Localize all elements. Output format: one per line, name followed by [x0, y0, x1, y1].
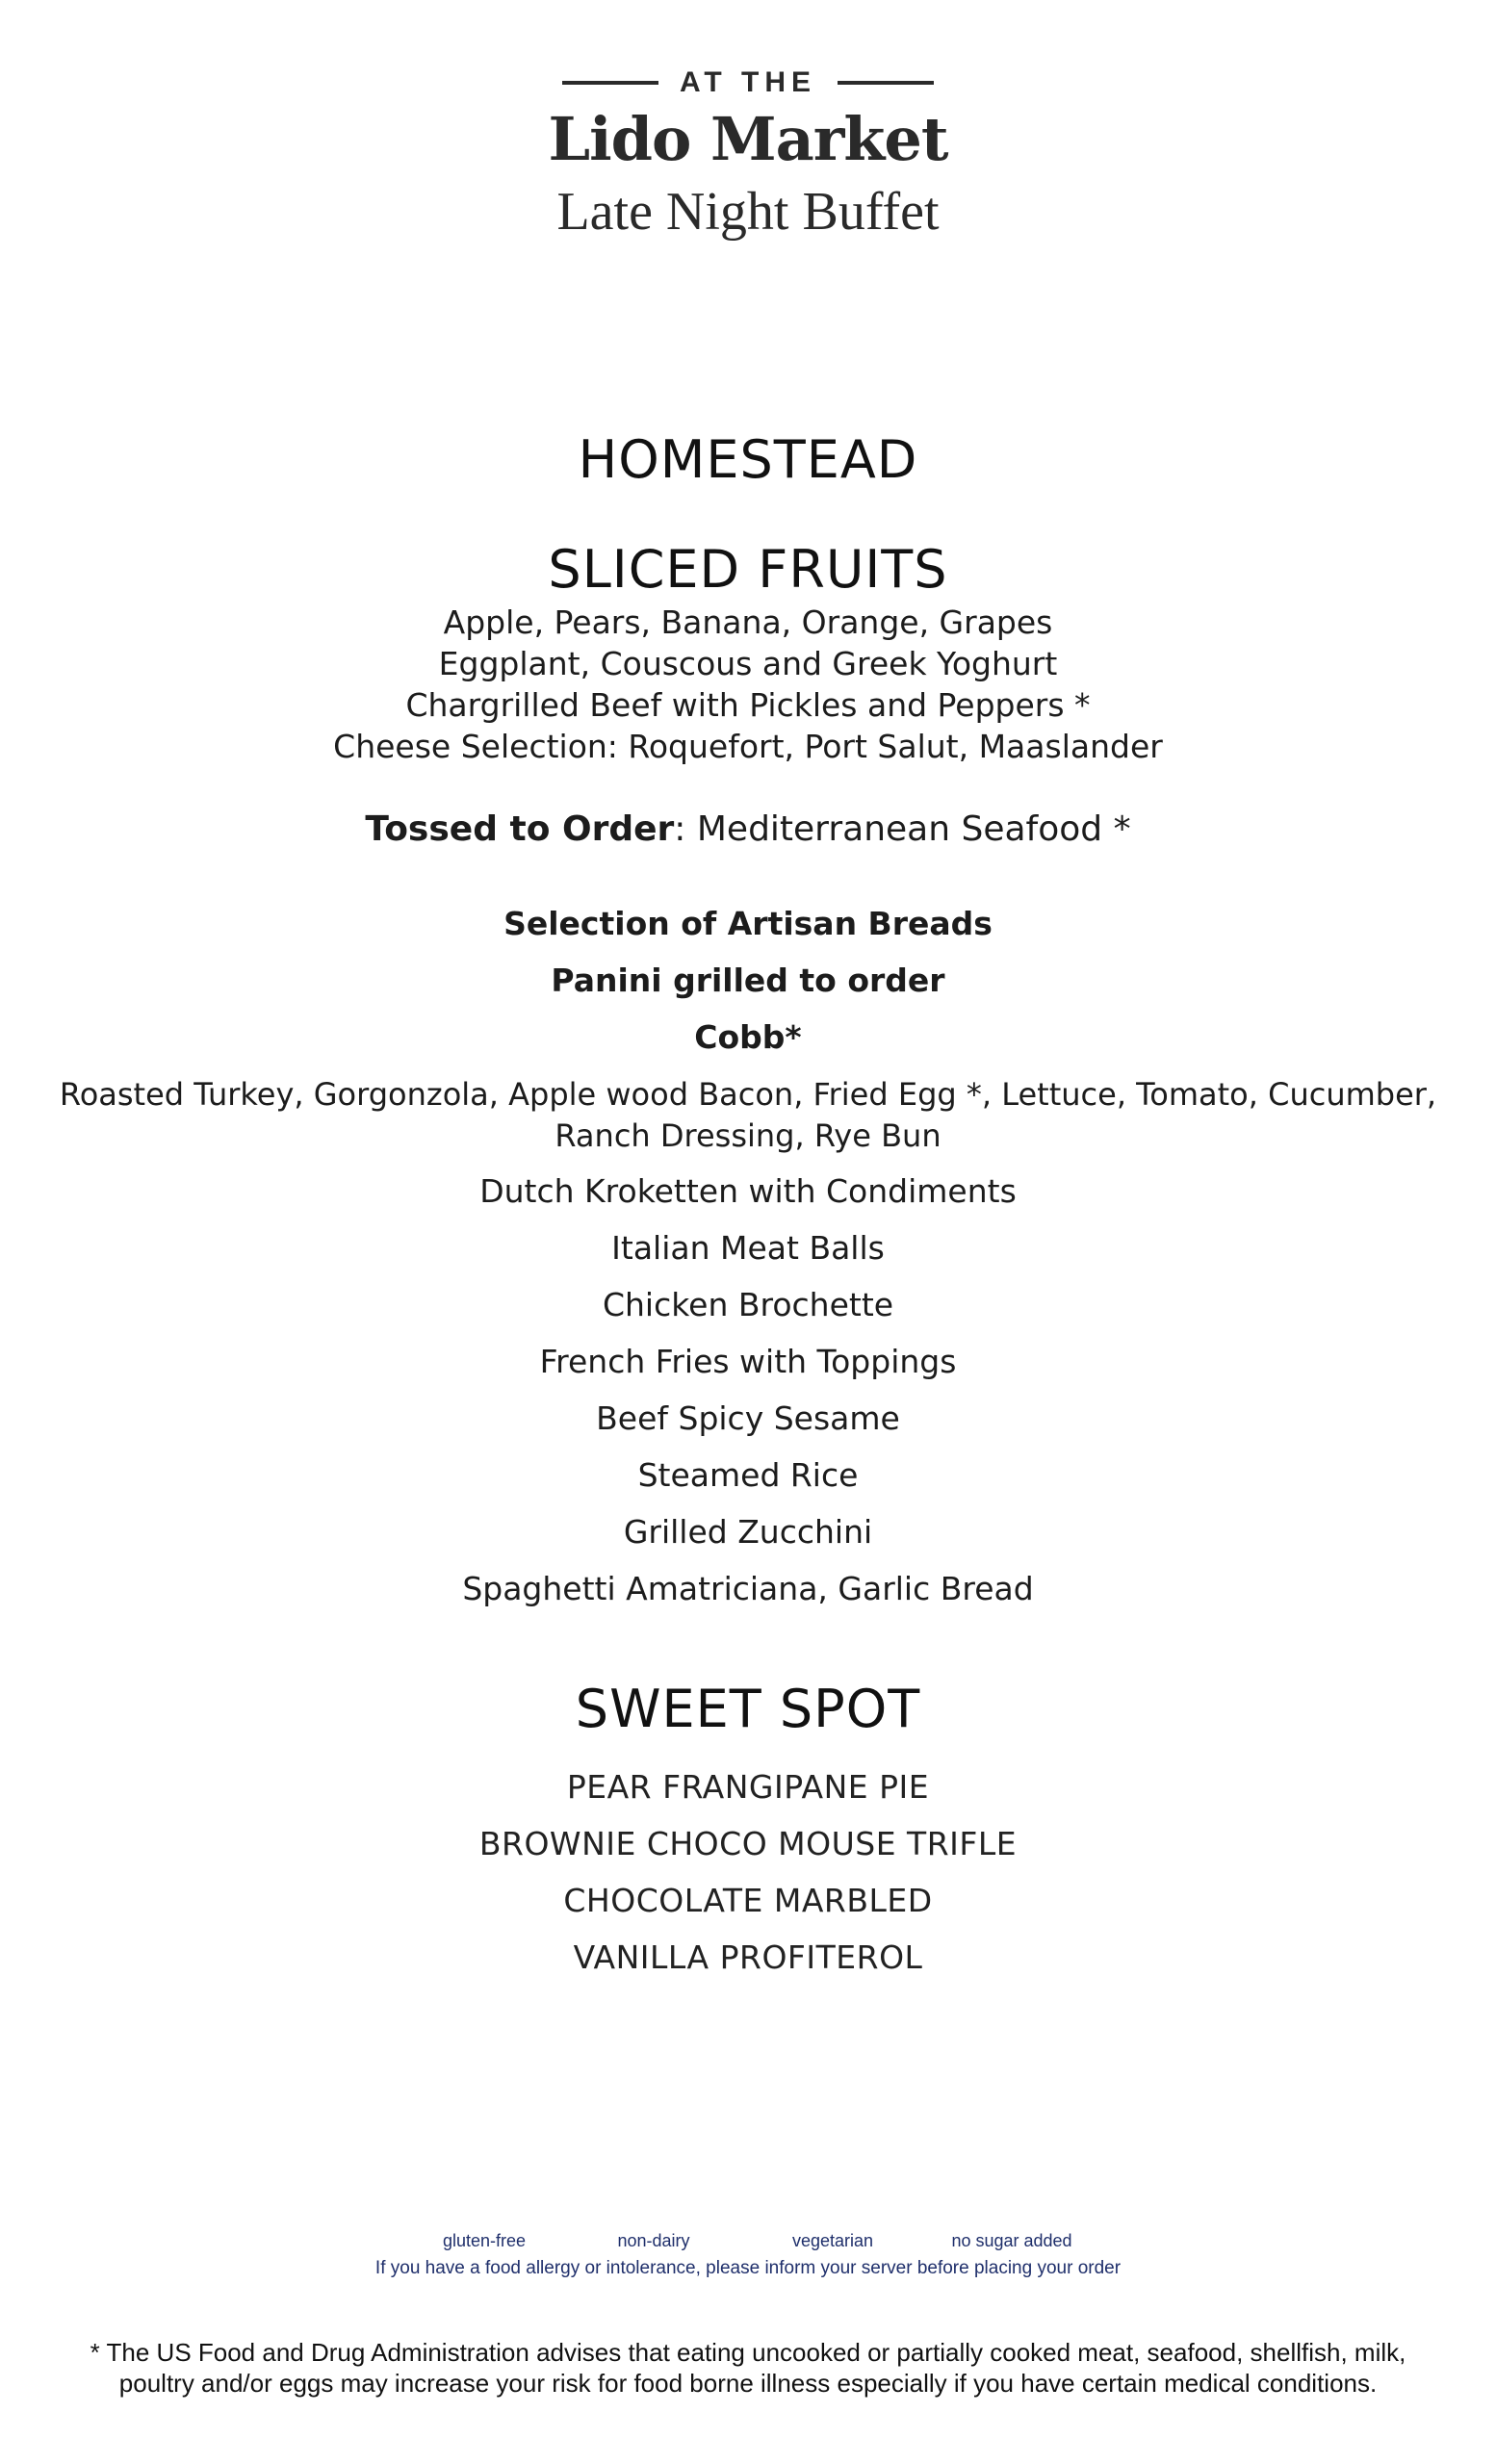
menu-item: Steamed Rice: [637, 1456, 859, 1494]
eyebrow-rule-left: [562, 81, 658, 85]
menu-item: Dutch Kroketten with Condiments: [479, 1172, 1017, 1210]
header-eyebrow: [0, 64, 1496, 102]
menu-subtitle: Late Night Buffet: [556, 182, 940, 242]
menu-item: Chargrilled Beef with Pickles and Peppers *: [405, 686, 1091, 724]
menu-item: Beef Spicy Sesame: [596, 1399, 900, 1437]
allergy-note: If you have a food allergy or intolerance, please inform your server before placing your order: [374, 2258, 1122, 2278]
dessert-item: VANILLA PROFITEROL: [573, 1938, 923, 1976]
brand-title: Lido Market: [548, 104, 948, 174]
menu-item-panini: Panini grilled to order: [551, 962, 945, 999]
disclaimer-line-2: poultry and/or eggs may increase your risk for food borne illness especially if you have certain medical conditions.: [118, 2369, 1378, 2398]
dessert-item: BROWNIE CHOCO MOUSE TRIFLE: [478, 1825, 1018, 1862]
disclaimer-line-1: * The US Food and Drug Administration advises that eating uncooked or partially cooked meat, seafood, shellfish, milk,: [90, 2338, 1406, 2367]
dessert-item: CHOCOLATE MARBLED: [563, 1882, 933, 1919]
section-title-sliced-fruits: SLICED FRUITS: [548, 539, 948, 600]
eyebrow-rule-right: [838, 81, 934, 85]
fda-disclaimer: [58, 2337, 1438, 2399]
menu-item-breads: Selection of Artisan Breads: [503, 905, 993, 942]
legend-gluten-free: gluten-free: [442, 2231, 527, 2250]
menu-item: Italian Meat Balls: [611, 1229, 885, 1267]
tossed-to-order: [0, 808, 1496, 851]
legend-non-dairy: non-dairy: [617, 2231, 690, 2250]
menu-item: Spaghetti Amatriciana, Garlic Bread: [462, 1570, 1034, 1607]
menu-item-cobb: Cobb*: [694, 1018, 802, 1056]
menu-item: Apple, Pears, Banana, Orange, Grapes: [443, 603, 1053, 641]
menu-item: Chicken Brochette: [602, 1286, 894, 1323]
cobb-description-1: Roasted Turkey, Gorgonzola, Apple wood Bacon, Fried Egg *, Lettuce, Tomato, Cucumber,: [59, 1076, 1437, 1113]
cobb-description-2: Ranch Dressing, Rye Bun: [555, 1117, 941, 1154]
dessert-item: PEAR FRANGIPANE PIE: [566, 1768, 930, 1806]
menu-item: Grilled Zucchini: [623, 1513, 873, 1551]
section-title-homestead: HOMESTEAD: [578, 429, 918, 490]
tossed-label: Tossed to Order: [365, 809, 675, 849]
dietary-legend: [0, 2231, 1496, 2251]
menu-item: Cheese Selection: Roquefort, Port Salut, Maaslander: [333, 728, 1163, 765]
tossed-value: : Mediterranean Seafood *: [674, 809, 1131, 849]
menu-item: French Fries with Toppings: [539, 1343, 957, 1380]
section-title-sweet-spot: SWEET SPOT: [575, 1679, 921, 1739]
legend-vegetarian: vegetarian: [791, 2231, 874, 2250]
menu-item: Eggplant, Couscous and Greek Yoghurt: [438, 645, 1058, 682]
legend-no-sugar: no sugar added: [951, 2231, 1072, 2250]
eyebrow-text: AT THE: [679, 66, 817, 98]
